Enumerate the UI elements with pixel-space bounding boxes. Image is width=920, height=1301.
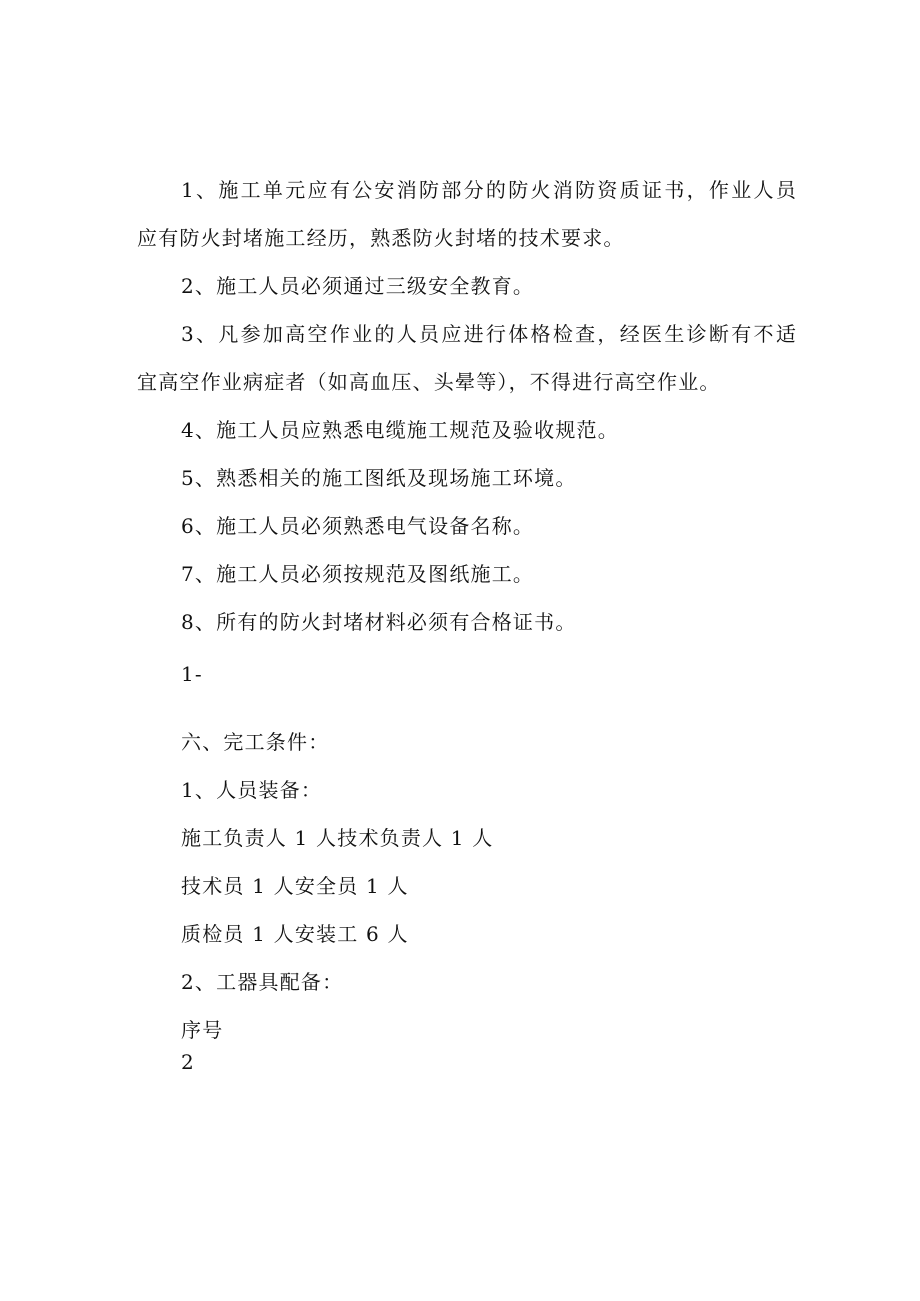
paragraph-1-line-2: 应有防火封堵施工经历，熟悉防火封堵的技术要求。: [137, 226, 625, 250]
subheading-tools: 2、工器具配备：: [181, 970, 344, 994]
paragraph-4: 4、施工人员应熟悉电缆施工规范及验收规范。: [181, 418, 619, 442]
paragraph-1-line-1: 1、施工单元应有公安消防部分的防火消防资质证书，作业人员: [181, 178, 799, 202]
paragraph-6: 6、施工人员必须熟悉电气设备名称。: [181, 514, 535, 538]
page-number: 1-: [181, 662, 203, 686]
paragraph-8: 8、所有的防火封堵材料必须有合格证书。: [181, 610, 577, 634]
subheading-staffing: 1、人员装备：: [181, 778, 323, 802]
table-header-cell: 序号: [181, 1018, 224, 1042]
section-heading: 六、完工条件：: [181, 730, 330, 754]
paragraph-7: 7、施工人员必须按规范及图纸施工。: [181, 562, 535, 586]
paragraph-3-line-2: 宜高空作业病症者（如高血压、头晕等），不得进行高空作业。: [137, 370, 721, 394]
staff-line: 施工负责人 1 人技术负责人 1 人: [181, 826, 494, 850]
paragraph-5: 5、熟悉相关的施工图纸及现场施工环境。: [181, 466, 577, 490]
paragraph-3-line-1: 3、凡参加高空作业的人员应进行体格检查，经医生诊断有不适: [181, 322, 799, 346]
paragraph-2: 2、施工人员必须通过三级安全教育。: [181, 274, 535, 298]
staff-line: 技术员 1 人安全员 1 人: [181, 874, 409, 898]
staff-line: 质检员 1 人安装工 6 人: [181, 922, 409, 946]
table-cell: 2: [181, 1050, 195, 1074]
